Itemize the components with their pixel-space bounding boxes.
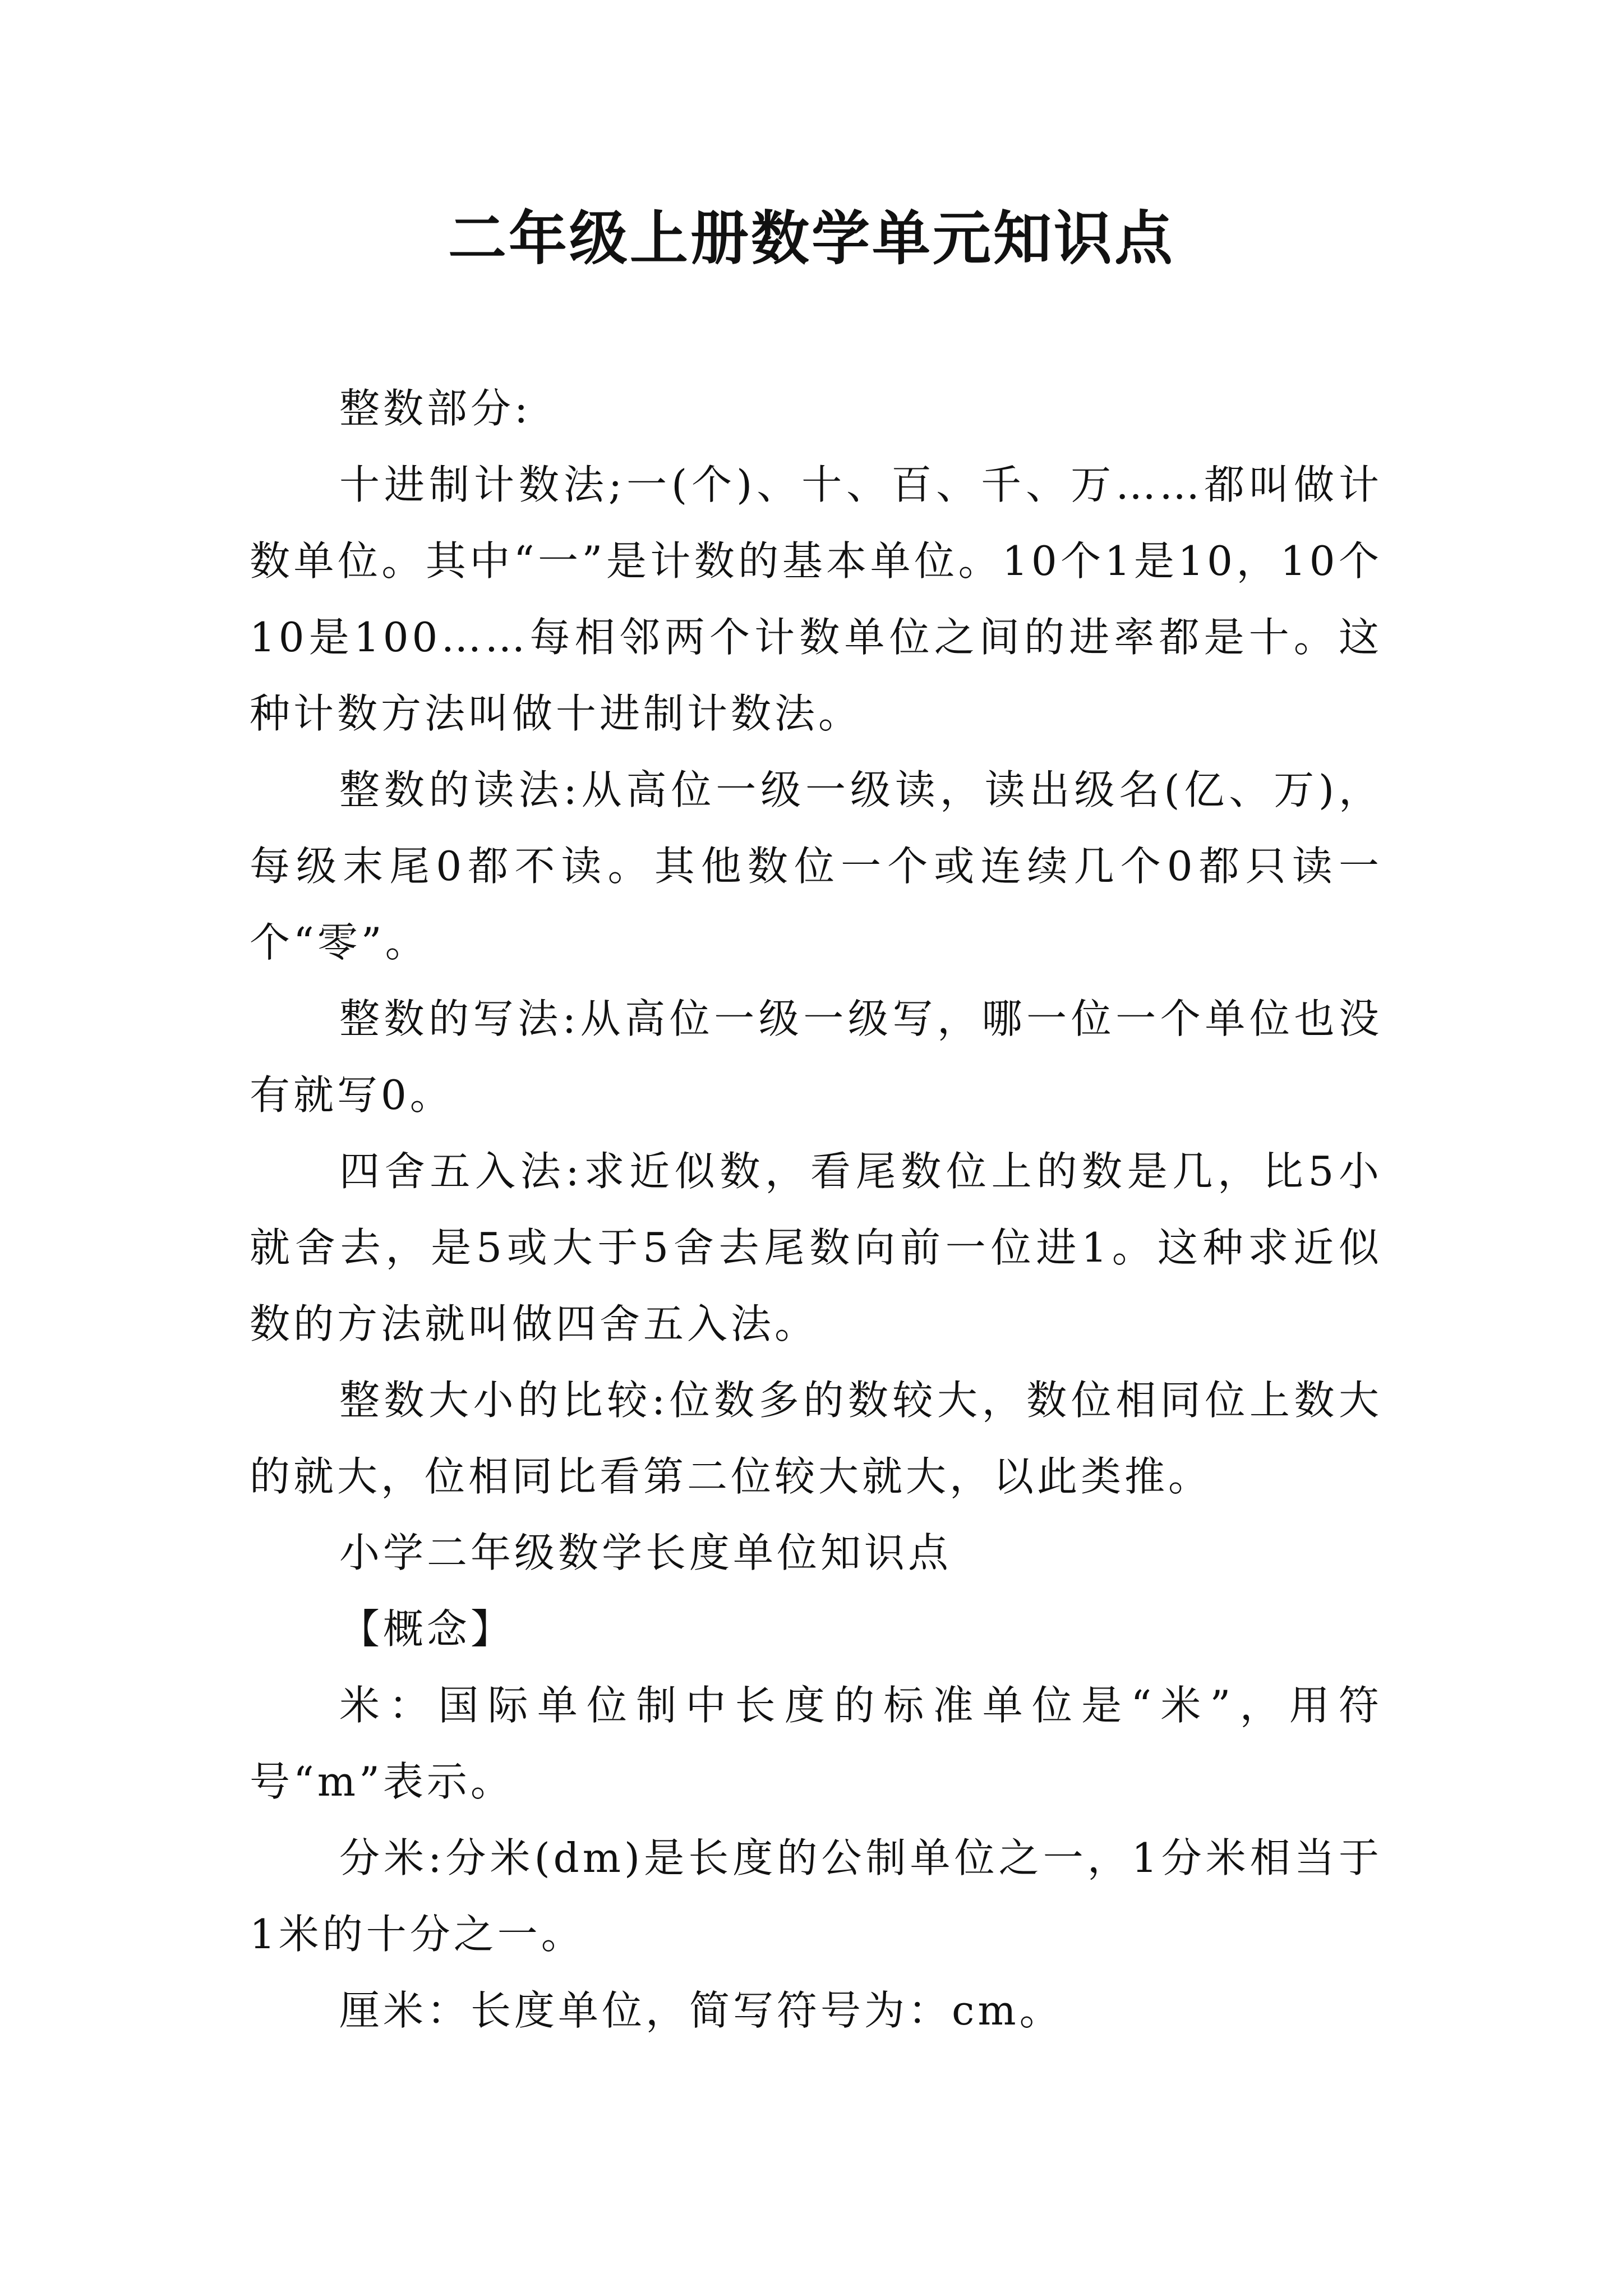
paragraph-length-units-heading: 小学二年级数学长度单位知识点 [339, 1529, 952, 1576]
paragraph-integer-section: 整数部分: [339, 385, 532, 432]
paragraph-meter: 米：国际单位制中长度的标准单位是“米”，用符号“m”表示。 [250, 1682, 1382, 1805]
paragraph-comparing-integers: 整数大小的比较:位数多的数较大，数位相同位上数大的就大，位相同比看第二位较大就大，以此类推。 [250, 1377, 1382, 1500]
paragraph-reading-integers: 整数的读法:从高位一级一级读，读出级名(亿、万)，每级末尾0都不读。其他数位一个或连续几个0都只读一个“零”。 [250, 766, 1382, 966]
document-body [250, 370, 1382, 2049]
paragraph-concept-heading: 【概念】 [339, 1605, 515, 1653]
document-title: 二年级上册数学单元知识点 [448, 204, 1175, 273]
paragraph-decimal-system: 十进制计数法;一(个)、十、百、千、万……都叫做计数单位。其中“一”是计数的基本单位。10个1是10，10个10是100……每相邻两个计数单位之间的进率都是十。这种计数方法叫做十进制计数法。 [250, 461, 1382, 737]
paragraph-rounding: 四舍五入法:求近似数，看尾数位上的数是几，比5小就舍去，是5或大于5舍去尾数向前一位进1。这种求近似数的方法就叫做四舍五入法。 [250, 1148, 1382, 1347]
paragraph-decimeter: 分米:分米(dm)是长度的公制单位之一，1分米相当于1米的十分之一。 [250, 1834, 1382, 1958]
paragraph-writing-integers: 整数的写法:从高位一级一级写，哪一位一个单位也没有就写0。 [250, 995, 1382, 1119]
paragraph-centimeter: 厘米：长度单位，简写符号为：cm。 [339, 1987, 1063, 2034]
